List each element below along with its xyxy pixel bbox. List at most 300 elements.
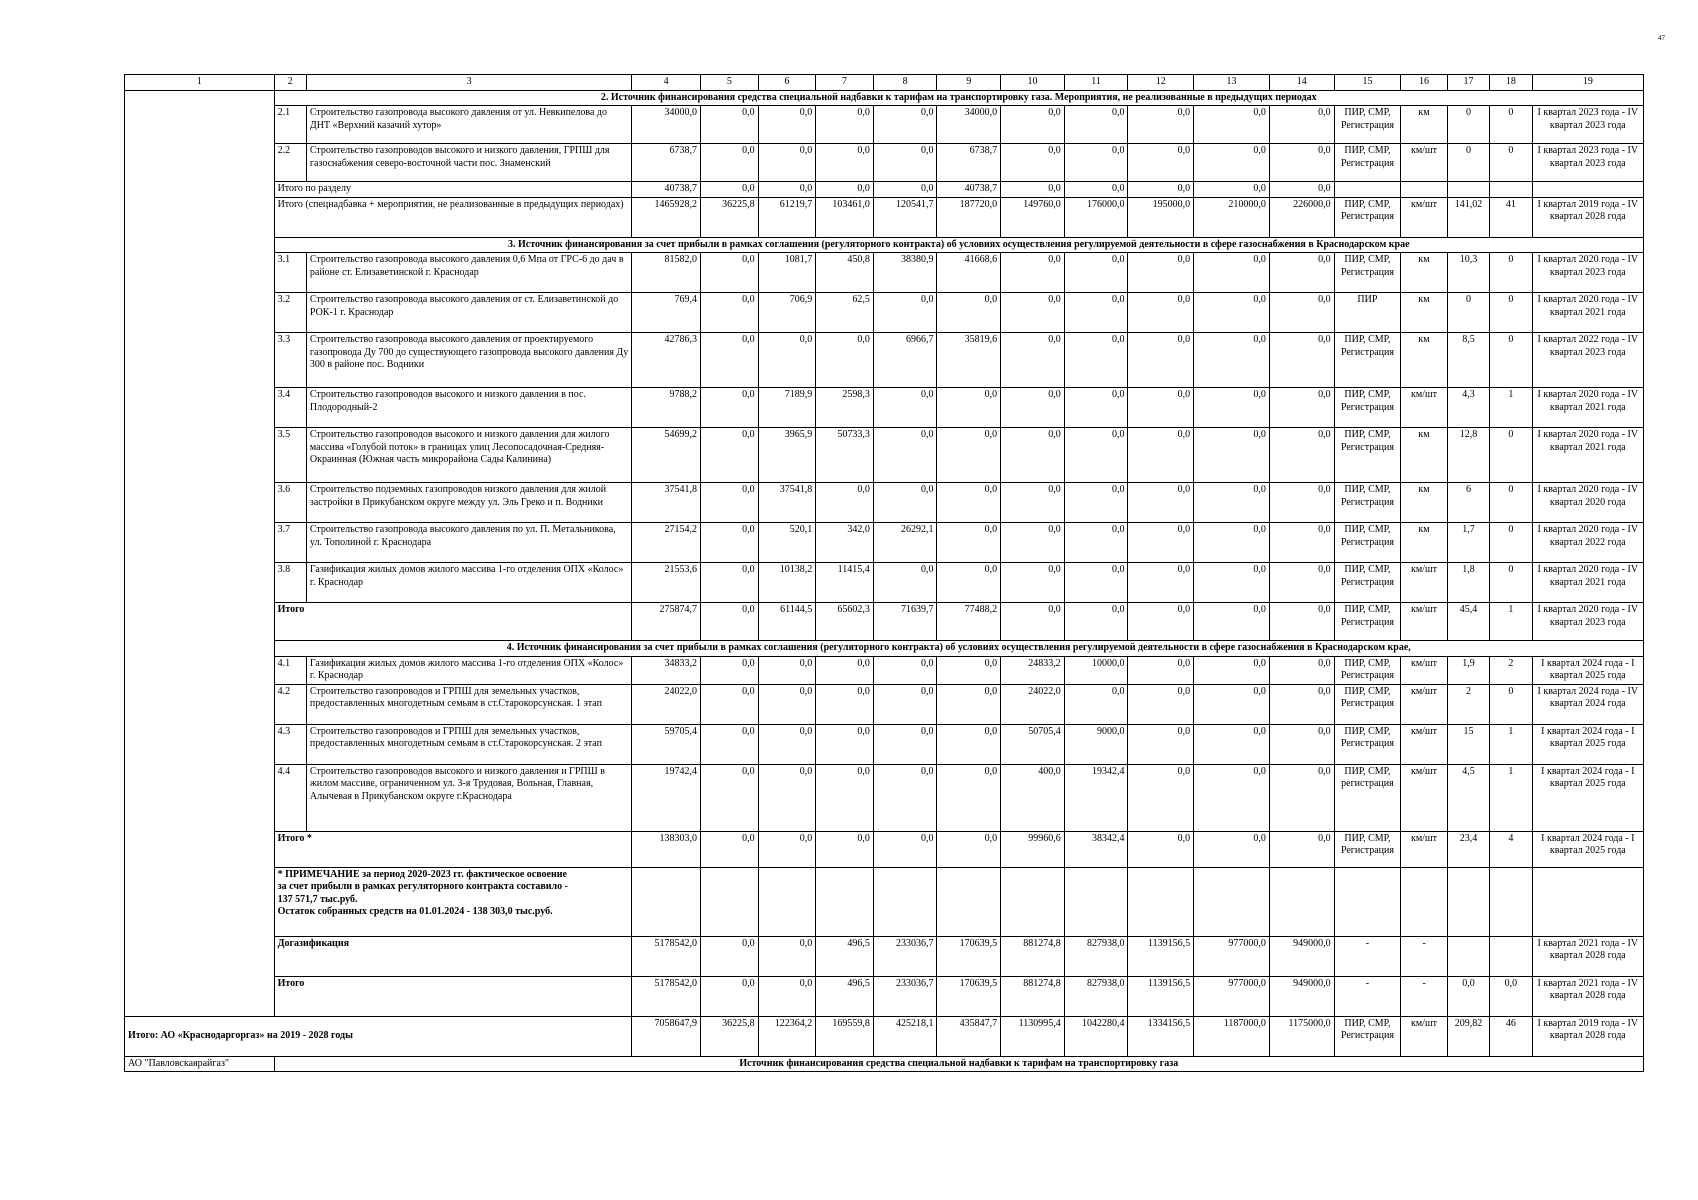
- value-col-9: 435847,7: [937, 1016, 1001, 1056]
- work-type: ПИР, СМР, Регистрация: [1334, 724, 1401, 764]
- value-col-4: 27154,2: [632, 523, 701, 563]
- empty-cell: [1128, 867, 1194, 936]
- value-col-8: 0,0: [873, 764, 937, 831]
- value-col-11: 0,0: [1064, 144, 1128, 182]
- value-col-12: 0,0: [1128, 253, 1194, 293]
- quantity-length: 23,4: [1447, 831, 1489, 867]
- item-row: [125, 523, 1644, 563]
- value-col-5: 0,0: [701, 523, 759, 563]
- quantity-length: 1,8: [1447, 563, 1489, 603]
- value-col-7: 50733,3: [816, 428, 874, 483]
- work-type: ПИР, СМР, Регистрация: [1334, 831, 1401, 867]
- item-row: [125, 428, 1644, 483]
- value-col-11: 0,0: [1064, 182, 1128, 198]
- value-col-12: 0,0: [1128, 603, 1194, 641]
- quantity-length: 1,9: [1447, 656, 1489, 684]
- value-col-11: 10000,0: [1064, 656, 1128, 684]
- value-col-9: 0,0: [937, 831, 1001, 867]
- value-col-11: 0,0: [1064, 293, 1128, 333]
- value-col-4: 1465928,2: [632, 197, 701, 237]
- unit: -: [1401, 936, 1447, 976]
- value-col-8: 425218,1: [873, 1016, 937, 1056]
- value-col-12: 1139156,5: [1128, 936, 1194, 976]
- empty-cell: [1334, 867, 1401, 936]
- value-col-12: 0,0: [1128, 333, 1194, 388]
- value-col-9: 187720,0: [937, 197, 1001, 237]
- unit: км: [1401, 293, 1447, 333]
- quantity-length: 0: [1447, 293, 1489, 333]
- note-line: Остаток собранных средств на 01.01.2024 - 138 303,0 тыс.руб.: [277, 906, 553, 917]
- value-col-6: 122364,2: [758, 1016, 816, 1056]
- unit: км/шт: [1401, 1016, 1447, 1056]
- value-col-11: 0,0: [1064, 333, 1128, 388]
- value-col-13: 0,0: [1194, 724, 1270, 764]
- value-col-6: 0,0: [758, 831, 816, 867]
- section-title-row: [125, 641, 1644, 657]
- value-col-4: 275874,7: [632, 603, 701, 641]
- empty-cell: [1490, 182, 1532, 198]
- column-number-3: 3: [306, 75, 631, 91]
- value-col-5: 36225,8: [701, 1016, 759, 1056]
- value-col-9: 41668,6: [937, 253, 1001, 293]
- value-col-11: 176000,0: [1064, 197, 1128, 237]
- value-col-5: 0,0: [701, 253, 759, 293]
- value-col-7: 103461,0: [816, 197, 874, 237]
- grand-total-label: Итого: АО «Краснодаргоргаз» на 2019 - 2028 годы: [125, 1016, 632, 1056]
- value-col-5: 0,0: [701, 106, 759, 144]
- value-col-10: 99960,6: [1001, 831, 1065, 867]
- grand-total-row: [125, 1016, 1644, 1056]
- column-number-16: 16: [1401, 75, 1447, 91]
- value-col-10: 0,0: [1001, 144, 1065, 182]
- value-col-8: 0,0: [873, 831, 937, 867]
- work-type: ПИР, СМР, Регистрация: [1334, 253, 1401, 293]
- unit: км: [1401, 428, 1447, 483]
- value-col-13: 0,0: [1194, 656, 1270, 684]
- empty-cell: [937, 867, 1001, 936]
- value-col-13: 0,0: [1194, 684, 1270, 724]
- value-col-13: 0,0: [1194, 106, 1270, 144]
- implementation-period: I квартал 2021 года - IV квартал 2028 года: [1532, 936, 1643, 976]
- quantity-length: 12,8: [1447, 428, 1489, 483]
- unit: км/шт: [1401, 724, 1447, 764]
- value-col-7: 0,0: [816, 483, 874, 523]
- value-col-4: 40738,7: [632, 182, 701, 198]
- value-col-4: 54699,2: [632, 428, 701, 483]
- value-col-14: 0,0: [1269, 182, 1334, 198]
- quantity-length: 15: [1447, 724, 1489, 764]
- value-col-14: 0,0: [1269, 684, 1334, 724]
- work-type: ПИР, СМР, Регистрация: [1334, 333, 1401, 388]
- empty-cell: [1334, 182, 1401, 198]
- implementation-period: I квартал 2024 года - I квартал 2025 года: [1532, 831, 1643, 867]
- value-col-7: 0,0: [816, 106, 874, 144]
- quantity-count: 46: [1490, 1016, 1532, 1056]
- quantity-length: 8,5: [1447, 333, 1489, 388]
- value-col-11: 0,0: [1064, 253, 1128, 293]
- value-col-11: 0,0: [1064, 603, 1128, 641]
- work-type: ПИР, СМР, Регистрация: [1334, 106, 1401, 144]
- value-col-5: 0,0: [701, 483, 759, 523]
- value-col-12: 0,0: [1128, 182, 1194, 198]
- implementation-period: I квартал 2020 года - IV квартал 2021 года: [1532, 293, 1643, 333]
- value-col-7: 342,0: [816, 523, 874, 563]
- value-col-4: 9788,2: [632, 388, 701, 428]
- item-name: Строительство газопроводов и ГРПШ для земельных участков, предоставленных многодетным семьям в ст.Старокорсунская. 1 этап: [306, 684, 631, 724]
- unit: км/шт: [1401, 388, 1447, 428]
- value-col-7: 0,0: [816, 724, 874, 764]
- implementation-period: I квартал 2023 года - IV квартал 2023 года: [1532, 144, 1643, 182]
- unit: км/шт: [1401, 656, 1447, 684]
- work-type: ПИР: [1334, 293, 1401, 333]
- value-col-8: 0,0: [873, 563, 937, 603]
- value-col-5: 0,0: [701, 656, 759, 684]
- quantity-count: 0: [1490, 684, 1532, 724]
- investment-program-table: [124, 74, 1644, 1072]
- value-col-9: 0,0: [937, 483, 1001, 523]
- column-number-5: 5: [701, 75, 759, 91]
- empty-cell: [1532, 182, 1643, 198]
- item-name: Газификация жилых домов жилого массива 1-го отделения ОПХ «Колос» г. Краснодар: [306, 563, 631, 603]
- quantity-count: 1: [1490, 724, 1532, 764]
- value-col-10: 0,0: [1001, 388, 1065, 428]
- item-row: [125, 684, 1644, 724]
- value-col-10: 0,0: [1001, 483, 1065, 523]
- value-col-14: 0,0: [1269, 106, 1334, 144]
- quantity-length: 0: [1447, 144, 1489, 182]
- value-col-7: 62,5: [816, 293, 874, 333]
- empty-cell: [1401, 867, 1447, 936]
- value-col-6: 0,0: [758, 976, 816, 1016]
- value-col-14: 1175000,0: [1269, 1016, 1334, 1056]
- value-col-11: 9000,0: [1064, 724, 1128, 764]
- column-number-9: 9: [937, 75, 1001, 91]
- value-col-10: 881274,8: [1001, 976, 1065, 1016]
- implementation-period: I квартал 2024 года - I квартал 2025 года: [1532, 656, 1643, 684]
- page-number: 47: [1658, 34, 1665, 42]
- item-number: 4.1: [274, 656, 306, 684]
- value-col-11: 0,0: [1064, 483, 1128, 523]
- value-col-14: 0,0: [1269, 483, 1334, 523]
- implementation-period: I квартал 2020 года - IV квартал 2021 года: [1532, 428, 1643, 483]
- work-type: ПИР, СМР, Регистрация: [1334, 523, 1401, 563]
- value-col-6: 0,0: [758, 724, 816, 764]
- row-label: Итого (спецнадбавка + мероприятия, не реализованные в предыдущих периодах): [274, 197, 632, 237]
- work-type: ПИР, СМР, Регистрация: [1334, 563, 1401, 603]
- value-col-12: 0,0: [1128, 764, 1194, 831]
- note-line: 137 571,7 тыс.руб.: [277, 893, 358, 905]
- column-number-7: 7: [816, 75, 874, 91]
- item-name: Строительство газопровода высокого давления 0,6 Мпа от ГРС-6 до дач в районе ст. Елизаветинской г. Краснодар: [306, 253, 631, 293]
- empty-cell: [816, 867, 874, 936]
- value-col-6: 0,0: [758, 144, 816, 182]
- section-title-row: [125, 237, 1644, 253]
- section-title: 3. Источник финансирования за счет прибыли в рамках соглашения (регуляторного контракта) об условиях осуществления регулируемой деятельности в сфере газоснабжения в Краснодарском крае: [274, 237, 1643, 253]
- quantity-length: 4,3: [1447, 388, 1489, 428]
- unit: км/шт: [1401, 563, 1447, 603]
- item-number: 3.2: [274, 293, 306, 333]
- value-col-5: 0,0: [701, 603, 759, 641]
- value-col-10: 24022,0: [1001, 684, 1065, 724]
- item-row: [125, 253, 1644, 293]
- unit: км: [1401, 483, 1447, 523]
- empty-cell: [873, 867, 937, 936]
- quantity-length: 141,02: [1447, 197, 1489, 237]
- quantity-length: 6: [1447, 483, 1489, 523]
- value-col-5: 0,0: [701, 144, 759, 182]
- value-col-10: 0,0: [1001, 523, 1065, 563]
- value-col-7: 169559,8: [816, 1016, 874, 1056]
- value-col-4: 42786,3: [632, 333, 701, 388]
- unit: -: [1401, 976, 1447, 1016]
- value-col-5: 0,0: [701, 428, 759, 483]
- value-col-13: 0,0: [1194, 764, 1270, 831]
- value-col-8: 71639,7: [873, 603, 937, 641]
- value-col-8: 120541,7: [873, 197, 937, 237]
- value-col-10: 149760,0: [1001, 197, 1065, 237]
- item-row: [125, 333, 1644, 388]
- column-number-18: 18: [1490, 75, 1532, 91]
- value-col-8: 0,0: [873, 428, 937, 483]
- implementation-period: I квартал 2019 года - IV квартал 2028 года: [1532, 197, 1643, 237]
- value-col-7: 496,5: [816, 936, 874, 976]
- value-col-5: 0,0: [701, 831, 759, 867]
- unit: км/шт: [1401, 144, 1447, 182]
- item-number: 2.1: [274, 106, 306, 144]
- column-number-13: 13: [1194, 75, 1270, 91]
- value-col-11: 0,0: [1064, 684, 1128, 724]
- value-col-5: 0,0: [701, 976, 759, 1016]
- dogazification-row: [125, 936, 1644, 976]
- item-name: Строительство газопроводов высокого и низкого давления, ГРПШ для газоснабжения северо-восточной части пос. Знаменский: [306, 144, 631, 182]
- value-col-14: 0,0: [1269, 388, 1334, 428]
- note-line: * ПРИМЕЧАНИЕ за период 2020-2023 гг. фактическое освоение: [277, 868, 567, 880]
- value-col-6: 61144,5: [758, 603, 816, 641]
- item-number: 3.8: [274, 563, 306, 603]
- implementation-period: I квартал 2022 года - IV квартал 2023 года: [1532, 333, 1643, 388]
- implementation-period: I квартал 2023 года - IV квартал 2023 года: [1532, 106, 1643, 144]
- item-name: Строительство газопровода высокого давления по ул. П. Метальникова, ул. Тополиной г. Краснодара: [306, 523, 631, 563]
- item-name: Строительство газопроводов высокого и низкого давления в пос. Плодородный-2: [306, 388, 631, 428]
- value-col-6: 520,1: [758, 523, 816, 563]
- work-type: -: [1334, 976, 1401, 1016]
- row-label: Итого по разделу: [274, 182, 632, 198]
- work-type: ПИР, СМР, Регистрация: [1334, 144, 1401, 182]
- item-name: Строительство газопроводов и ГРПШ для земельных участков, предоставленных многодетным семьям в ст.Старокорсунская. 2 этап: [306, 724, 631, 764]
- organization-name: АО "Павловскаярайгаз": [125, 1056, 275, 1072]
- value-col-7: 0,0: [816, 656, 874, 684]
- implementation-period: I квартал 2021 года - IV квартал 2028 года: [1532, 976, 1643, 1016]
- value-col-14: 226000,0: [1269, 197, 1334, 237]
- quantity-length: 45,4: [1447, 603, 1489, 641]
- value-col-7: 65602,3: [816, 603, 874, 641]
- empty-cell: [1269, 867, 1334, 936]
- quantity-count: 1: [1490, 388, 1532, 428]
- item-name: Строительство газопровода высокого давления от ул. Невкипелова до ДНТ «Верхний казачий хутор»: [306, 106, 631, 144]
- quantity-count: 2: [1490, 656, 1532, 684]
- empty-cell: [1001, 867, 1065, 936]
- quantity-length: 209,82: [1447, 1016, 1489, 1056]
- value-col-6: 3965,9: [758, 428, 816, 483]
- unit: км: [1401, 253, 1447, 293]
- value-col-4: 138303,0: [632, 831, 701, 867]
- section-total-row: [125, 603, 1644, 641]
- value-col-9: 6738,7: [937, 144, 1001, 182]
- value-col-6: 7189,9: [758, 388, 816, 428]
- empty-cell: [701, 867, 759, 936]
- column-number-17: 17: [1447, 75, 1489, 91]
- column-number-19: 19: [1532, 75, 1643, 91]
- item-name: Строительство газопроводов высокого и низкого давления и ГРПШ в жилом массиве, ограниченном ул. 3-я Трудовая, Вольная, Главная, Алычевая в Прикубанском округе г.Краснодара: [306, 764, 631, 831]
- value-col-6: 1081,7: [758, 253, 816, 293]
- value-col-5: 0,0: [701, 764, 759, 831]
- value-col-11: 827938,0: [1064, 976, 1128, 1016]
- value-col-7: 0,0: [816, 182, 874, 198]
- quantity-length: 10,3: [1447, 253, 1489, 293]
- value-col-6: 0,0: [758, 936, 816, 976]
- value-col-9: 170639,5: [937, 936, 1001, 976]
- value-col-14: 0,0: [1269, 563, 1334, 603]
- item-number: 3.3: [274, 333, 306, 388]
- value-col-14: 0,0: [1269, 253, 1334, 293]
- value-col-6: 0,0: [758, 182, 816, 198]
- implementation-period: I квартал 2020 года - IV квартал 2022 года: [1532, 523, 1643, 563]
- value-col-12: 0,0: [1128, 388, 1194, 428]
- value-col-13: 0,0: [1194, 483, 1270, 523]
- value-col-5: 0,0: [701, 388, 759, 428]
- item-number: 4.4: [274, 764, 306, 831]
- value-col-13: 0,0: [1194, 182, 1270, 198]
- item-name: Газификация жилых домов жилого массива 1-го отделения ОПХ «Колос» г. Краснодар: [306, 656, 631, 684]
- value-col-8: 38380,9: [873, 253, 937, 293]
- value-col-10: 0,0: [1001, 253, 1065, 293]
- value-col-14: 949000,0: [1269, 936, 1334, 976]
- quantity-length: 4,5: [1447, 764, 1489, 831]
- dogazification-total-row: [125, 976, 1644, 1016]
- organization-cell: [125, 90, 275, 1016]
- value-col-7: 0,0: [816, 764, 874, 831]
- value-col-13: 977000,0: [1194, 976, 1270, 1016]
- section-title: Источник финансирования средства специальной надбавки к тарифам на транспортировку газа: [274, 1056, 1643, 1072]
- quantity-count: [1490, 936, 1532, 976]
- unit: км: [1401, 106, 1447, 144]
- work-type: ПИР, СМР, Регистрация: [1334, 197, 1401, 237]
- value-col-7: 11415,4: [816, 563, 874, 603]
- column-number-12: 12: [1128, 75, 1194, 91]
- value-col-12: 0,0: [1128, 724, 1194, 764]
- value-col-6: 0,0: [758, 106, 816, 144]
- value-col-12: 195000,0: [1128, 197, 1194, 237]
- row-label: Итого: [274, 976, 632, 1016]
- value-col-9: 0,0: [937, 293, 1001, 333]
- value-col-10: 0,0: [1001, 106, 1065, 144]
- item-number: 3.6: [274, 483, 306, 523]
- row-label: Догазификация: [274, 936, 632, 976]
- value-col-9: 0,0: [937, 388, 1001, 428]
- value-col-10: 0,0: [1001, 428, 1065, 483]
- unit: км/шт: [1401, 764, 1447, 831]
- value-col-7: 0,0: [816, 831, 874, 867]
- value-col-8: 26292,1: [873, 523, 937, 563]
- value-col-13: 0,0: [1194, 831, 1270, 867]
- value-col-7: 2598,3: [816, 388, 874, 428]
- value-col-8: 233036,7: [873, 976, 937, 1016]
- value-col-7: 496,5: [816, 976, 874, 1016]
- column-number-15: 15: [1334, 75, 1401, 91]
- value-col-13: 0,0: [1194, 388, 1270, 428]
- value-col-9: 0,0: [937, 724, 1001, 764]
- value-col-13: 1187000,0: [1194, 1016, 1270, 1056]
- item-number: 3.4: [274, 388, 306, 428]
- value-col-9: 0,0: [937, 428, 1001, 483]
- item-number: 4.3: [274, 724, 306, 764]
- quantity-length: 0,0: [1447, 976, 1489, 1016]
- value-col-5: 0,0: [701, 563, 759, 603]
- section-title-row: [125, 90, 1644, 106]
- row-label: Итого *: [274, 831, 632, 867]
- column-number-14: 14: [1269, 75, 1334, 91]
- quantity-count: 1: [1490, 764, 1532, 831]
- value-col-8: 6966,7: [873, 333, 937, 388]
- quantity-count: 0: [1490, 428, 1532, 483]
- item-number: 3.7: [274, 523, 306, 563]
- quantity-count: 0: [1490, 106, 1532, 144]
- subtotal-row: [125, 182, 1644, 198]
- value-col-12: 0,0: [1128, 523, 1194, 563]
- empty-cell: [1064, 867, 1128, 936]
- value-col-4: 59705,4: [632, 724, 701, 764]
- value-col-4: 24022,0: [632, 684, 701, 724]
- value-col-7: 0,0: [816, 684, 874, 724]
- value-col-12: 0,0: [1128, 563, 1194, 603]
- value-col-4: 37541,8: [632, 483, 701, 523]
- value-col-8: 0,0: [873, 182, 937, 198]
- value-col-11: 0,0: [1064, 428, 1128, 483]
- value-col-12: 0,0: [1128, 428, 1194, 483]
- unit: км/шт: [1401, 684, 1447, 724]
- value-col-13: 0,0: [1194, 293, 1270, 333]
- value-col-12: 0,0: [1128, 106, 1194, 144]
- value-col-10: 0,0: [1001, 182, 1065, 198]
- section-total-row: [125, 831, 1644, 867]
- value-col-11: 19342,4: [1064, 764, 1128, 831]
- value-col-5: 0,0: [701, 684, 759, 724]
- quantity-length: 1,7: [1447, 523, 1489, 563]
- quantity-count: 0: [1490, 144, 1532, 182]
- empty-cell: [1532, 867, 1643, 936]
- value-col-10: 0,0: [1001, 333, 1065, 388]
- implementation-period: I квартал 2024 года - I квартал 2025 года: [1532, 764, 1643, 831]
- value-col-14: 0,0: [1269, 603, 1334, 641]
- value-col-11: 0,0: [1064, 563, 1128, 603]
- value-col-8: 0,0: [873, 483, 937, 523]
- implementation-period: I квартал 2020 года - IV квартал 2020 года: [1532, 483, 1643, 523]
- quantity-count: 41: [1490, 197, 1532, 237]
- value-col-12: 1139156,5: [1128, 976, 1194, 1016]
- empty-cell: [758, 867, 816, 936]
- value-col-13: 210000,0: [1194, 197, 1270, 237]
- item-name: Строительство газопровода высокого давления от ст. Елизаветинской до РОК-1 г. Краснодар: [306, 293, 631, 333]
- value-col-13: 0,0: [1194, 428, 1270, 483]
- value-col-9: 0,0: [937, 523, 1001, 563]
- value-col-11: 38342,4: [1064, 831, 1128, 867]
- value-col-12: 0,0: [1128, 483, 1194, 523]
- value-col-9: 0,0: [937, 656, 1001, 684]
- value-col-8: 0,0: [873, 388, 937, 428]
- row-label: Итого: [274, 603, 632, 641]
- work-type: ПИР, СМР, Регистрация: [1334, 684, 1401, 724]
- value-col-8: 0,0: [873, 684, 937, 724]
